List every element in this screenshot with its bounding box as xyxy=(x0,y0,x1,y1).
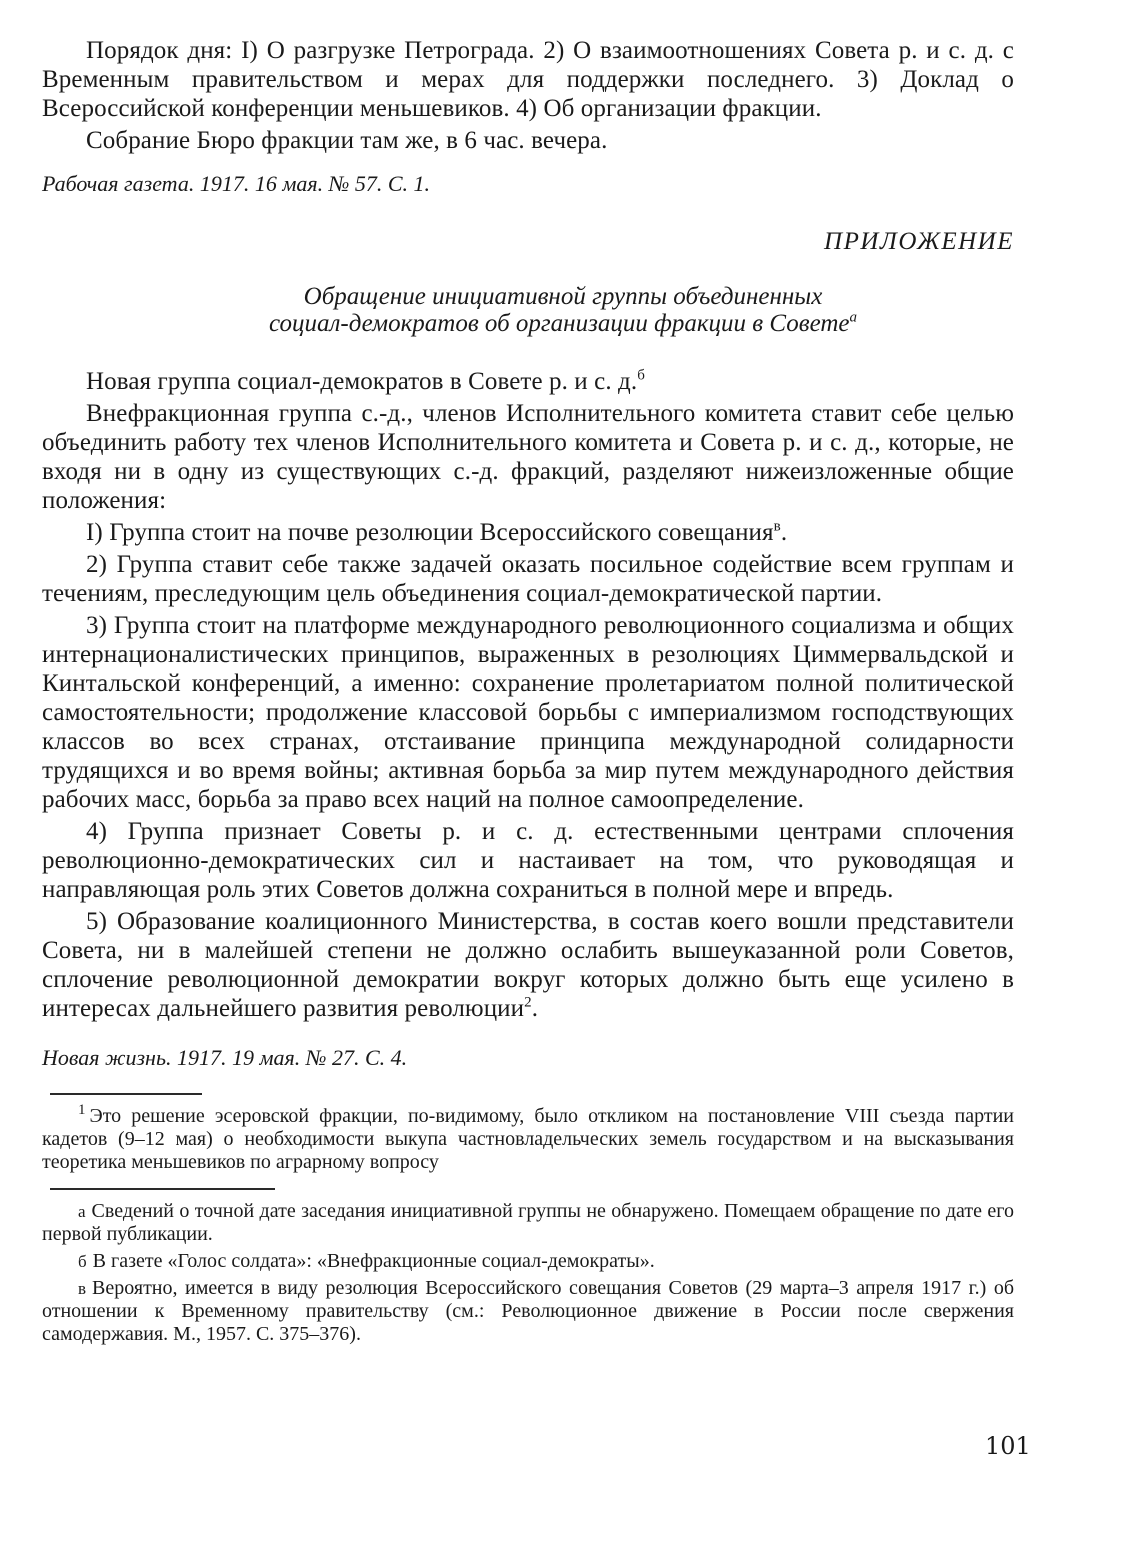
footnote-1 xyxy=(42,1102,1014,1174)
appendix-title-line-2-text: социал-демократов об организации фракции в Совете xyxy=(269,310,850,337)
appendix-subtitle xyxy=(42,367,1014,396)
point-5: 5) Образование коалиционного Министерства, в состав коего вошли представители Совета, ни в малейшей степени не должно ослабить вышеуказанной роли Советов, сплочение революционной демократии вокруг которых должно быть еще усилено в интересах дальнейшего развития революции$^2$. xyxy=(42,908,1014,1022)
footnote-1-marker: 1 xyxy=(78,1102,86,1119)
footnote-a-marker: а xyxy=(78,1202,86,1221)
appendix-subtitle-text: Новая группа социал-демократов в Совете р. и с. д. xyxy=(86,368,638,395)
appendix-title-line-1: Обращение инициативной группы объединенных xyxy=(303,283,823,310)
appendix-label: ПРИЛОЖЕНИЕ xyxy=(824,228,1014,255)
point-5-text: 5) Образование коалиционного Министерства, в состав коего вошли представители Совета, ни в малейшей степени не должно ослабить вышеуказанной роли Советов, сплочение революционной демократии вокруг которых должно быть еще усилено в интересах дальнейшего развития революции xyxy=(42,908,1014,1022)
footnote-ref-v: в xyxy=(773,518,781,535)
footnote-v-marker: в xyxy=(78,1279,87,1298)
agenda-paragraph: Порядок дня: I) О разгрузке Петрограда. 2) О взаимоотношениях Совета р. и с. д. с Временным правительством и мерах для поддержки последнего. 3) Доклад о Всероссийской конференции меньшевиков. 4) Об организации фракции. xyxy=(42,37,1014,122)
footnote-divider xyxy=(50,1093,202,1095)
appendix-intro: Внефракционная группа с.-д., членов Исполнительного комитета ставит себе целью объединить работу тех членов Исполнительного комитета и Совета р. и с. д., которые, не входя ни в одну из существующих с.-д. фракций, разделяют нижеизложенные общие положения: xyxy=(42,400,1014,514)
appendix-source-citation: Новая жизнь. 1917. 19 мая. № 27. С. 4. xyxy=(42,1045,408,1070)
lettered-footnotes xyxy=(42,1200,1014,1346)
page-number: 101 xyxy=(985,1432,1031,1460)
point-2: 2) Группа ставит себе также задачей оказать посильное содействие всем группам и течениям, преследующим цель объединения социал-демократической партии. xyxy=(42,551,1014,607)
footnote-b-text: В газете «Голос солдата»: «Внефракционные социал-демократы». xyxy=(92,1250,655,1272)
footnote-b xyxy=(42,1250,1014,1273)
source-citation: Рабочая газета. 1917. 16 мая. № 57. С. 1. xyxy=(42,171,431,196)
document-page xyxy=(42,36,1014,1346)
bureau-meeting-paragraph: Собрание Бюро фракции там же, в 6 час. вечера. xyxy=(86,127,608,154)
footnote-a-text: Сведений о точной дате заседания инициативной группы не обнаружено. Помещаем обращение по дате его первой публикации. xyxy=(42,1200,1014,1245)
footnote-v-text: Вероятно, имеется в виду резолюция Всероссийского совещания Советов (29 марта–3 апреля 1917 г.) об отношении к Временному правительству (см.: Революционное движение в России после свержения самодержавия. М., 1957. С. 375–376). xyxy=(42,1277,1014,1345)
appendix-title xyxy=(42,283,1014,337)
footnote-ref-b: б xyxy=(637,367,645,384)
footnote-1-text: Это решение эсеровской фракции, по-видимому, было откликом на постановление VIII съезда партии кадетов (9–12 мая) о необходимости выкупа частновладельческих земель государством и на высказывания теоретика меньшевиков по аграрному вопросу xyxy=(42,1105,1014,1173)
footnote-b-marker: б xyxy=(78,1252,87,1271)
point-3: 3) Группа стоит на платформе международного революционного социализма и общих интернационалистических принципов, выраженных в резолюциях Циммервальдской и Кинтальской конференций, а именно: сохранение пролетариатом полной политической самостоятельности; продолжение классовой борьбы с империализмом господствующих классов во всех странах, отстаивание принципа международной солидарности трудящихся и во время войны; активная борьба за мир путем международного действия рабочих масс, борьба за право всех наций на полное самоопределение. xyxy=(42,612,1014,813)
point-4: 4) Группа признает Советы р. и с. д. естественными центрами сплочения революционно-демократических сил и настаивает на том, что руководящая и направляющая роль этих Советов должна сохраниться в полной мере и впредь. xyxy=(42,818,1014,903)
point-1-text: I) Группа стоит на почве резолюции Всероссийского совещания xyxy=(86,519,774,546)
numbered-footnotes xyxy=(42,1102,1014,1174)
footnote-ref-a: а xyxy=(849,309,857,326)
footnote-v xyxy=(42,1277,1014,1346)
appendix-title-line-2 xyxy=(112,310,1014,337)
footnote-ref-2: 2 xyxy=(524,994,532,1011)
footnote-a xyxy=(42,1200,1014,1246)
point-1: I) Группа стоит на почве резолюции Всероссийского совещания$^в$. xyxy=(86,518,788,546)
lettered-footnote-divider xyxy=(50,1188,275,1190)
